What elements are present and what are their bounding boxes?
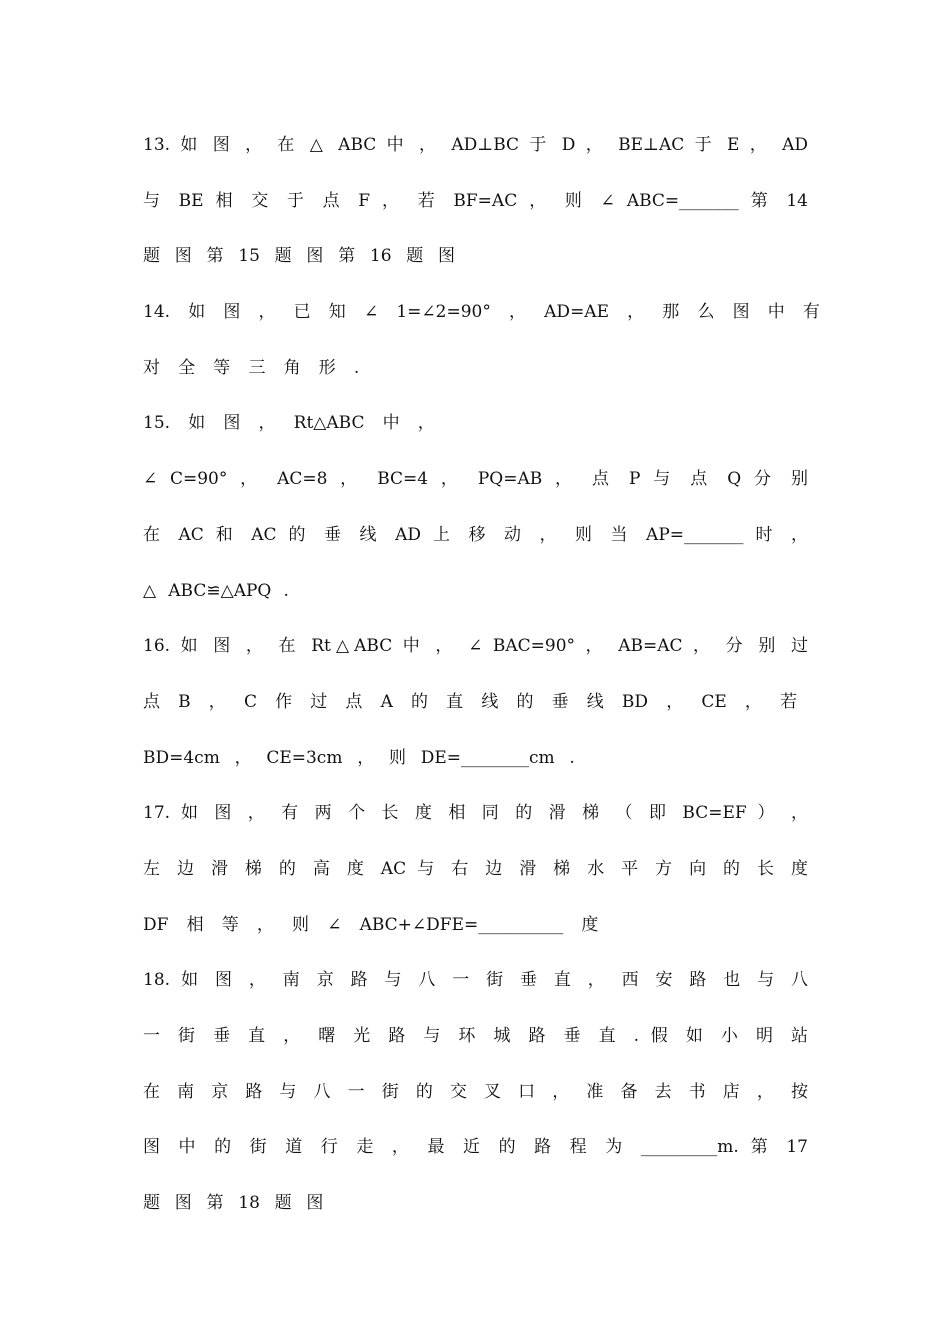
q14-line-2: 对 全 等 三 角 形 . xyxy=(143,357,360,378)
q15-line-2: ∠ C=90° ， AC=8 ， BC=4 ， PQ=AB ， 点 P 与 点 Q 分 别 xyxy=(143,469,808,490)
q16-line-1: 16. 如 图 ， 在 Rt△ABC 中 ， ∠ BAC=90° ， AB=AC ， 分 别 过 xyxy=(143,636,808,657)
q15-line-1: 15. 如 图 ， Rt△ABC 中 ， xyxy=(143,413,435,434)
q18-line-2: 一 街 垂 直 ， 曙 光 路 与 环 城 路 垂 直 . 假 如 小 明 站 xyxy=(143,1026,808,1046)
q17-line-2: 左 边 滑 梯 的 高 度 AC 与 右 边 滑 梯 水 平 方 向 的 长 度 xyxy=(143,858,808,879)
q16-line-2: 点 B ， C 作 过 点 A 的 直 线 的 垂 线 BD ， CE ， 若 xyxy=(143,691,798,712)
figure-captions-17-18: 题 图 第 18 题 图 xyxy=(143,1193,324,1214)
q13-line-2: 与 BE 相 交 于 点 F ， 若 BF=AC ， 则 ∠ ABC=_______ 第 14 xyxy=(143,190,808,211)
q13-line-1: 13. 如 图 ， 在 △ ABC 中 ， AD⊥BC 于 D ， BE⊥AC 于 E ， AD xyxy=(143,135,808,155)
q17-line-1: 17. 如 图 ， 有 两 个 长 度 相 同 的 滑 梯 （ 即 BC=EF ） ， xyxy=(143,803,808,824)
q17-line-3: DF 相 等 ， 则 ∠ ABC+∠DFE=__________ 度 xyxy=(143,914,599,935)
q18-line-3: 在 南 京 路 与 八 一 街 的 交 叉 口 ， 准 备 去 书 店 ， 按 xyxy=(143,1081,808,1102)
q18-line-1: 18. 如 图 ， 南 京 路 与 八 一 街 垂 直 ， 西 安 路 也 与 八 xyxy=(143,970,808,991)
document-body xyxy=(143,126,820,1240)
q15-line-3: 在 AC 和 AC 的 垂 线 AD 上 移 动 ， 则 当 AP=_______ 时 ， xyxy=(143,524,808,545)
q16-line-3: BD=4cm ， CE=3cm ， 则 DE=________cm . xyxy=(143,747,575,768)
q14-line-1: 14. 如 图 ， 已 知 ∠ 1=∠2=90° ， AD=AE ， 那 么 图 中 有 xyxy=(143,302,820,323)
figure-captions-14-16: 题 图 第 15 题 图 第 16 题 图 xyxy=(143,246,456,267)
q15-line-4: △ ABC≌△APQ . xyxy=(143,580,289,601)
q18-line-4: 图 中 的 街 道 行 走 ， 最 近 的 路 程 为 _________m. 第 17 xyxy=(143,1137,808,1158)
